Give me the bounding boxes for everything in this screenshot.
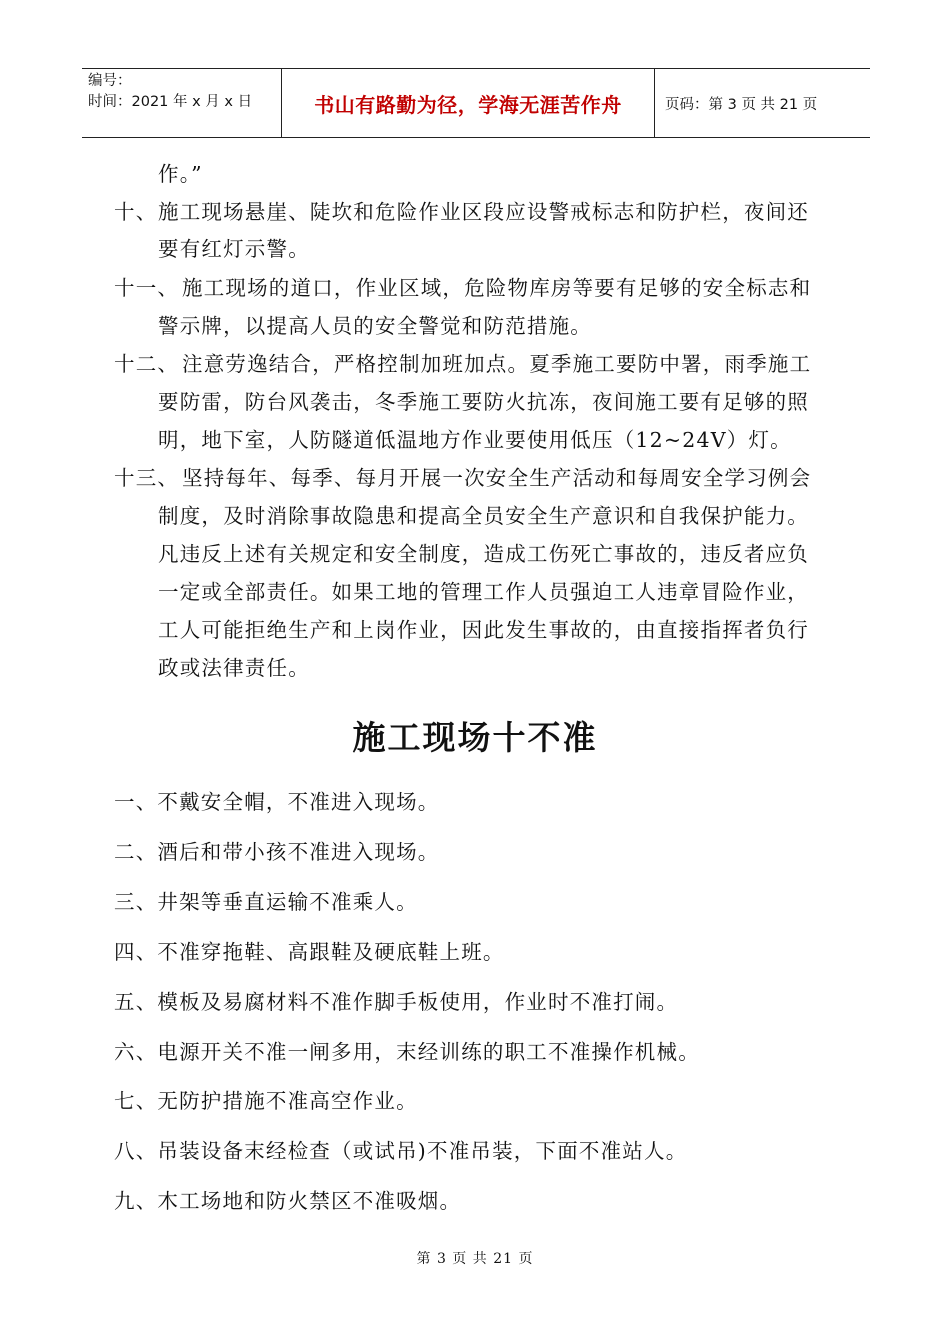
item-number: 十、 (114, 200, 158, 224)
item-text-line: 制度，及时消除事故隐患和提高全员安全生产意识和自我保护能力。 (158, 504, 809, 528)
item-text-line: 要防雷，防台风袭击，冬季施工要防火抗冻，夜间施工要有足够的照 (158, 390, 809, 414)
document-number-label: 编号： (88, 73, 132, 89)
item-text-line: 一定或全部责任。如果工地的管理工作人员强迫工人违章冒险作业， (158, 580, 809, 604)
rule-item: 七、无防护措施不准高空作业。 (114, 1089, 418, 1113)
item-text-line: 注意劳逸结合，严格控制加班加点。夏季施工要防中署，雨季施工 (182, 352, 812, 376)
item-text-line: 政或法律责任。 (158, 656, 310, 680)
page-footer: 第 3 页 共 21 页 (416, 1251, 534, 1267)
item-text-line: 要有红灯示警。 (158, 237, 310, 261)
rule-item: 六、电源开关不准一闸多用，末经训练的职工不准操作机械。 (114, 1040, 700, 1064)
date-label: 时间：2021 年 x 月 x 日 (88, 94, 253, 110)
item-text-line: 警示牌，以提高人员的安全警觉和防范措施。 (158, 314, 592, 338)
header-motto: 书山有路勤为径，学海无涯苦作舟 (282, 69, 655, 137)
rule-item: 三、井架等垂直运输不准乘人。 (114, 890, 418, 914)
item-number: 十二、 (114, 352, 180, 376)
rule-item: 八、吊装设备末经检查（或试吊)不准吊装，下面不准站人。 (114, 1139, 688, 1163)
page-header (82, 68, 870, 138)
rule-item: 二、酒后和带小孩不准进入现场。 (114, 840, 440, 864)
item-number: 十三、 (114, 466, 180, 490)
item-text-line: 坚持每年、每季、每月开展一次安全生产活动和每周安全学习例会 (182, 466, 812, 490)
rule-item: 四、不准穿拖鞋、高跟鞋及硬底鞋上班。 (114, 940, 505, 964)
continuation-text: 作。” (158, 162, 203, 186)
rule-item: 五、模板及易腐材料不准作脚手板使用，作业时不准打闹。 (114, 990, 679, 1014)
item-text-line: 施工现场悬崖、陡坎和危险作业区段应设警戒标志和防护栏，夜间还 (158, 200, 809, 224)
item-text-line: 施工现场的道口，作业区域，危险物库房等要有足够的安全标志和 (182, 276, 812, 300)
header-meta (82, 69, 282, 137)
section-title: 施工现场十不准 (352, 718, 598, 757)
rule-item: 九、木工场地和防火禁区不准吸烟。 (114, 1189, 462, 1213)
item-text-line: 明，地下室，人防隧道低温地方作业要使用低压（12~24V）灯。 (158, 428, 792, 452)
item-number: 十一、 (114, 276, 180, 300)
header-page-number: 页码：第 3 页 共 21 页 (665, 96, 818, 113)
item-text-line: 凡违反上述有关规定和安全制度，造成工伤死亡事故的，违反者应负 (158, 542, 809, 566)
rule-item: 一、不戴安全帽，不准进入现场。 (114, 790, 440, 814)
item-text-line: 工人可能拒绝生产和上岗作业，因此发生事故的，由直接指挥者负行 (158, 618, 809, 642)
